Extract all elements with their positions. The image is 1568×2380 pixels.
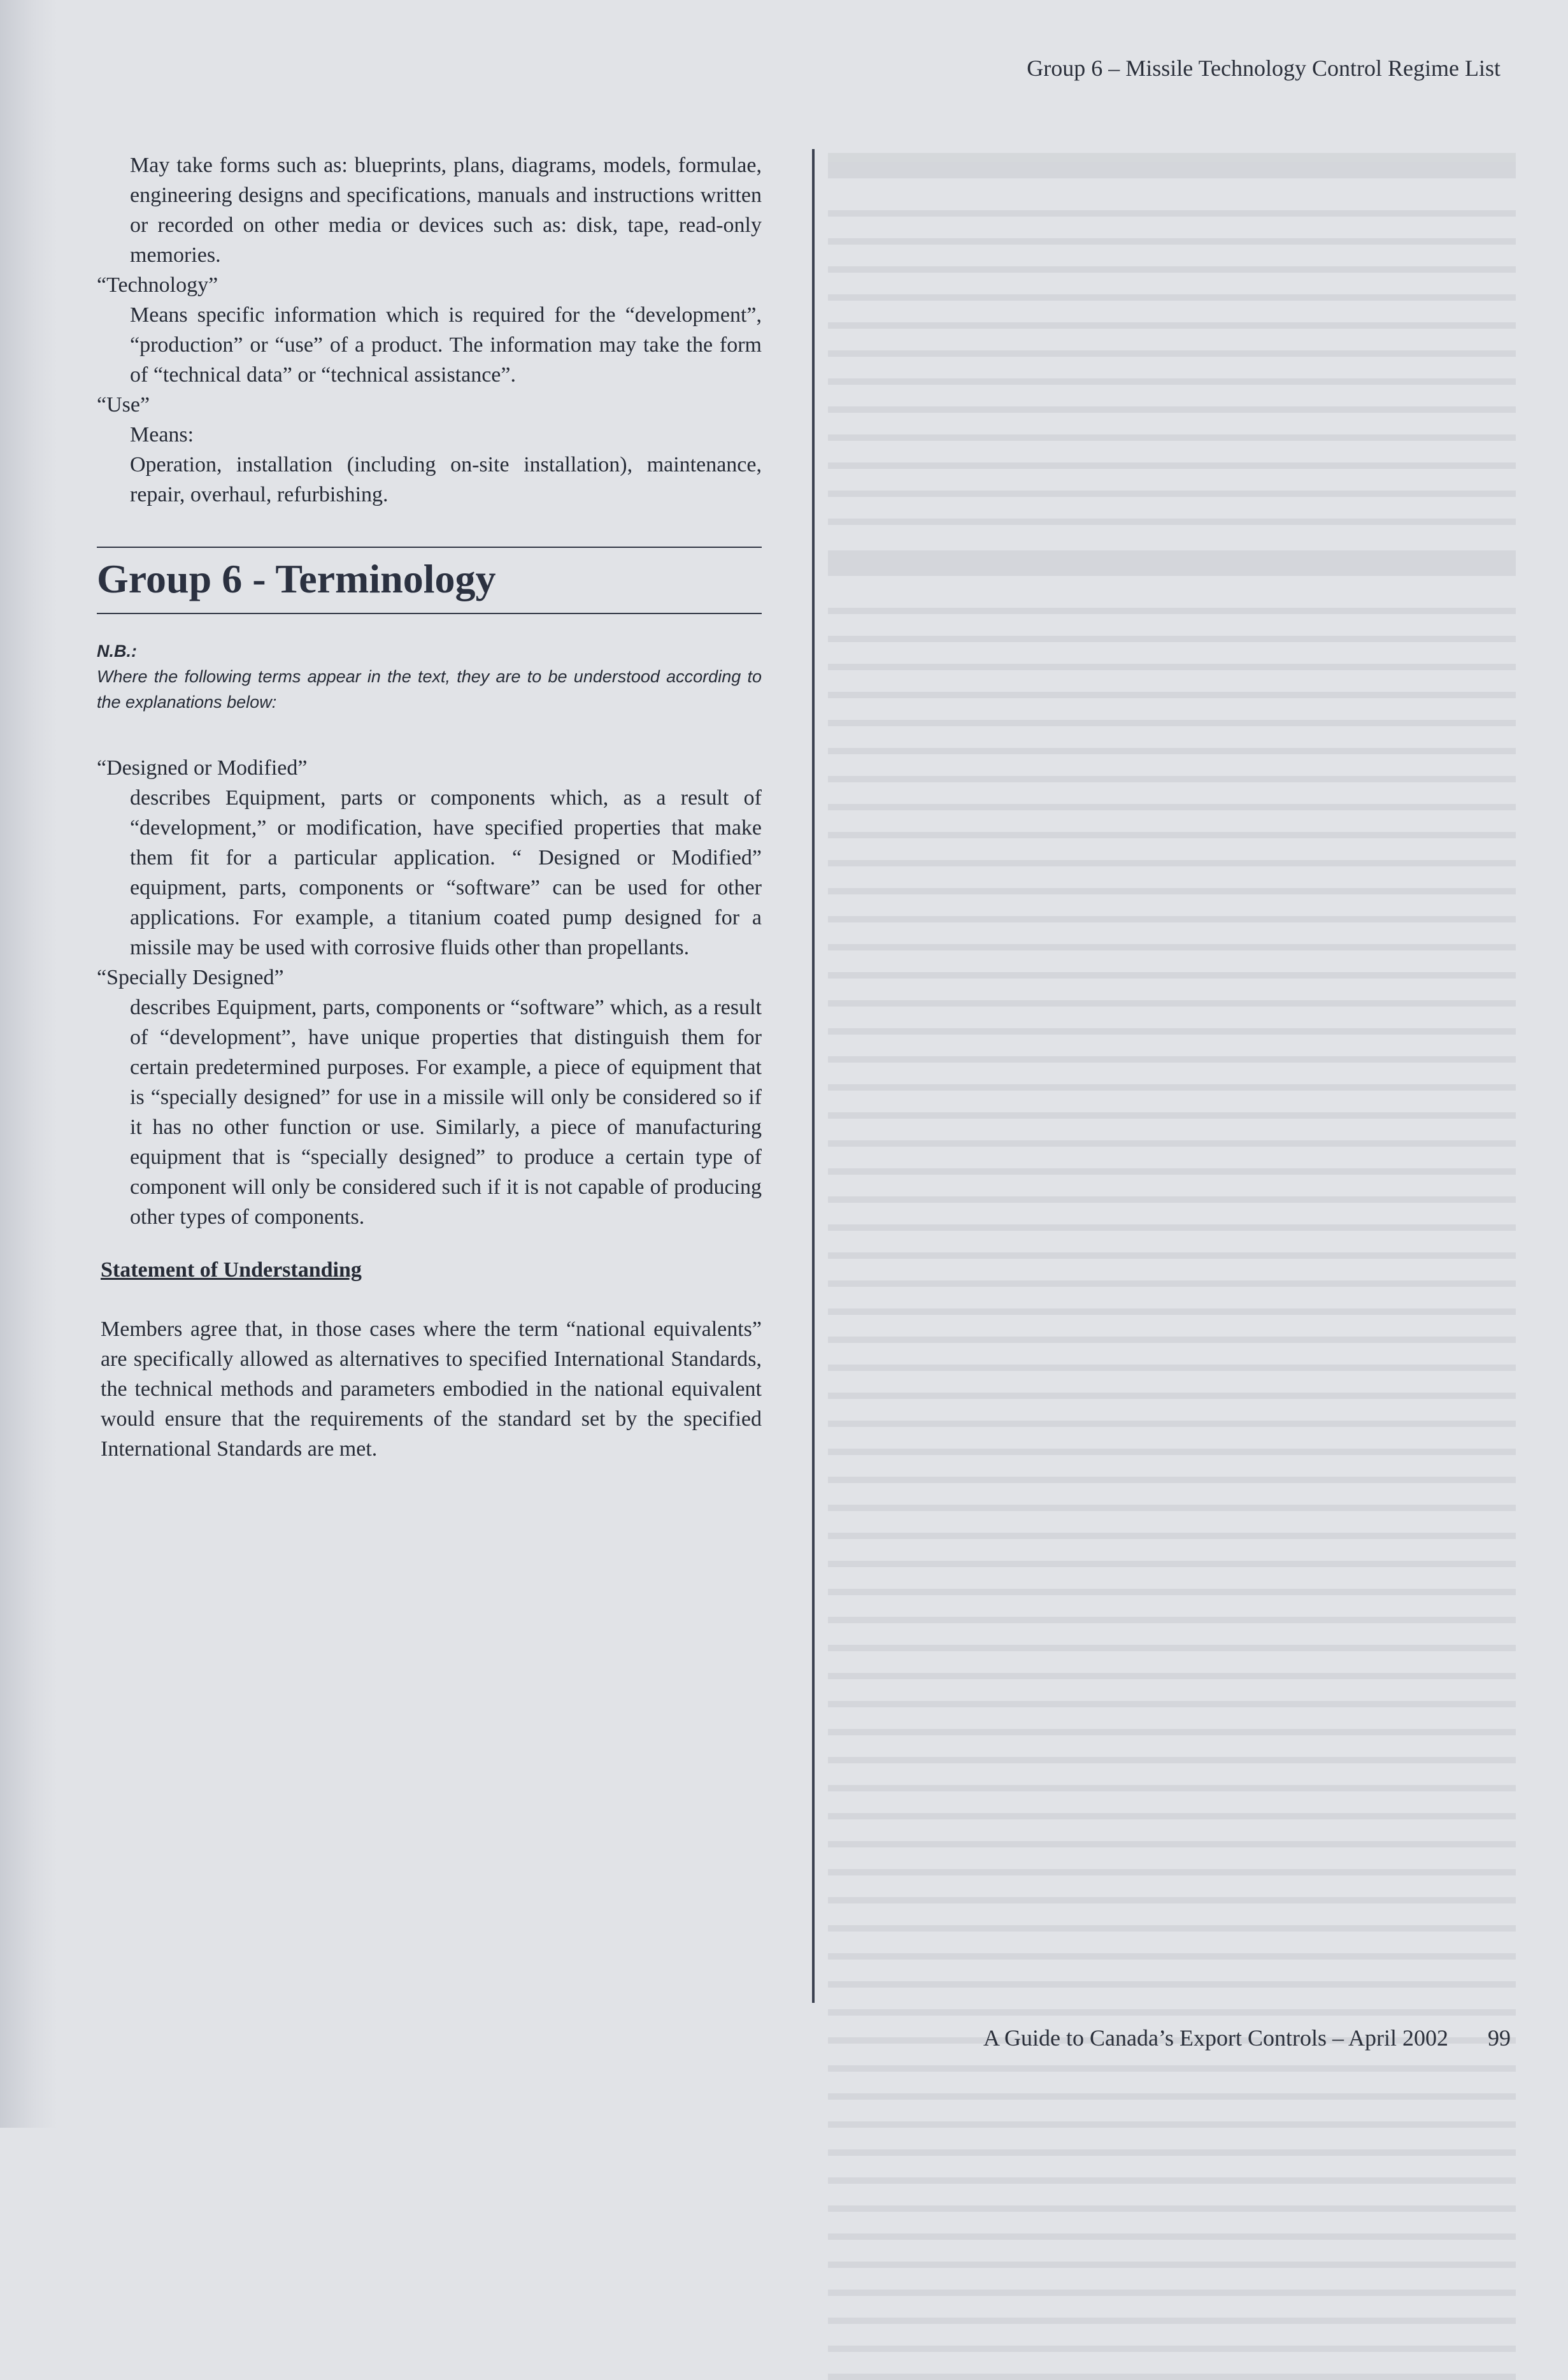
heading-rule-bottom: [97, 613, 762, 614]
section-heading: Group 6 - Terminology: [97, 556, 496, 601]
nb-label: N.B.:: [97, 642, 137, 661]
definition-technology-text: Means specific information which is required for the “development”, “production” or “use” of a product. The information may take the form of “technical data” or “technical assistance”.: [130, 303, 762, 387]
nb-text: Where the following terms appear in the text, they are to be understood according to the explanations below:: [97, 667, 762, 712]
page-footer: [983, 2025, 1511, 2051]
continued-definition-text: May take forms such as: blueprints, plans, diagrams, models, formulae, engineering designs and specifications, manuals and instructions written or recorded on other media or devices such as: disk, tape, read-only memories.: [130, 154, 762, 267]
running-header: Group 6 – Missile Technology Control Regime List: [1027, 55, 1500, 81]
left-column: [97, 150, 762, 1464]
term-designed-or-modified: “Designed or Modified”: [97, 756, 308, 780]
page-edge-shadow: [0, 0, 57, 2128]
footer-guide-title: A Guide to Canada’s Export Controls – April 2002: [983, 2025, 1448, 2051]
definition-technology: [130, 300, 762, 390]
definition-use-text: Operation, installation (including on-site installation), maintenance, repair, overhaul, refurbishing.: [130, 453, 762, 506]
definition-designed-or-modified: [130, 783, 762, 963]
continued-definition: [130, 150, 762, 270]
definition-specially-designed: [130, 993, 762, 1232]
term-specially-designed: “Specially Designed”: [97, 966, 284, 989]
term-use: “Use”: [97, 393, 150, 417]
page-number: 99: [1488, 2025, 1511, 2051]
bleed-through-texture: [828, 127, 1516, 2007]
nb-note: [97, 638, 762, 715]
statement-text: Members agree that, in those cases where the term “national equivalents” are specifically allowed as alternatives to specified International Standards, the technical methods and parameters embodied in the national equivalent would ensure that the requirements of the standard set by the specified International Standards are met.: [101, 1317, 762, 1461]
heading-rule-top: [97, 547, 762, 548]
definition-use-means: Means:: [130, 423, 194, 447]
definition-specially-designed-text: describes Equipment, parts, components or “software” which, as a result of “development”, have unique properties that distinguish them for certain predetermined purposes. For example, a piece of equipment that is “specially designed” for use in a missile will only be considered so if it has no other function or use. Similarly, a piece of manufacturing equipment that is “specially designed” to produce a certain type of component will only be considered such if it is not capable of producing other types of components.: [130, 996, 762, 1229]
column-divider: [812, 149, 815, 2003]
definition-use: [130, 420, 762, 510]
statement-title: Statement of Understanding: [101, 1258, 362, 1282]
term-technology: “Technology”: [97, 273, 218, 297]
definition-designed-or-modified-text: describes Equipment, parts or components which, as a result of “development,” or modification, have specified properties that make them fit for a particular application. “ Designed or Modified” equipment, parts, components or “software” can be used for other applications. For example, a titanium coated pump designed for a missile may be used with corrosive fluids other than propellants.: [130, 786, 762, 959]
